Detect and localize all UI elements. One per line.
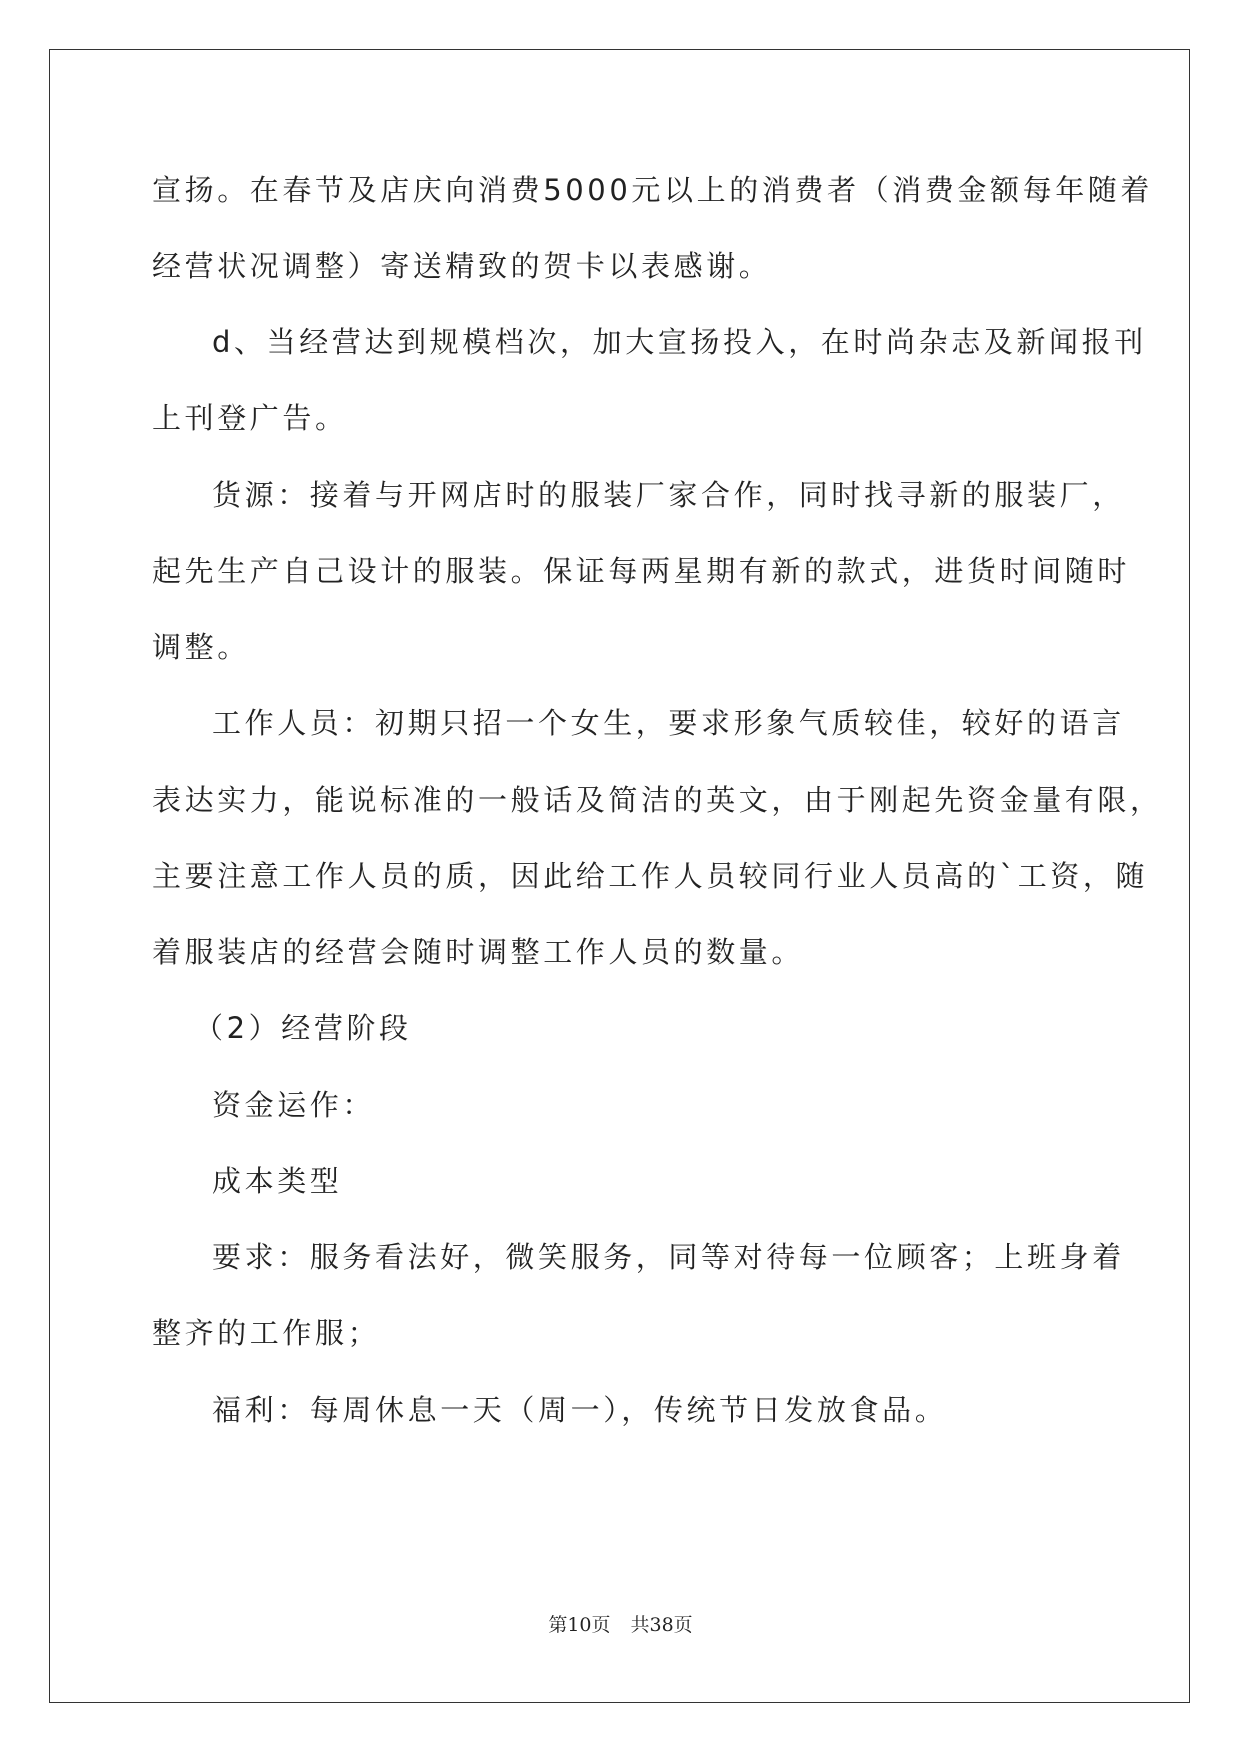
body-text-line: 宣扬。在春节及店庆向消费5000元以上的消费者（消费金额每年随着 xyxy=(152,173,1154,207)
body-text-line: 要求：服务看法好，微笑服务，同等对待每一位顾客；上班身着 xyxy=(212,1240,1125,1274)
page-footer xyxy=(0,1613,1241,1637)
body-text-line: 福利：每周休息一天（周一），传统节日发放食品。 xyxy=(212,1393,948,1427)
body-text-line: 上刊登广告。 xyxy=(152,401,348,435)
body-text-line: 工作人员：初期只招一个女生，要求形象气质较佳，较好的语言 xyxy=(212,706,1125,740)
body-text-line: 主要注意工作人员的质，因此给工作人员较同行业人员高的`工资，随 xyxy=(152,859,1149,893)
body-text-line: 起先生产自己设计的服装。保证每两星期有新的款式，进货时间随时 xyxy=(152,554,1131,588)
body-text-line: 成本类型 xyxy=(212,1164,343,1198)
body-text-line: 表达实力，能说标准的一般话及简洁的英文，由于刚起先资金量有限， xyxy=(152,783,1163,817)
body-text-line: 资金运作： xyxy=(212,1088,376,1122)
body-text-line: 经营状况调整）寄送精致的贺卡以表感谢。 xyxy=(152,249,772,283)
page-number: 第10页 xyxy=(548,1614,611,1636)
body-text-line: 货源：接着与开网店时的服装厂家合作，同时找寻新的服装厂， xyxy=(212,478,1125,512)
body-text-line: 调整。 xyxy=(152,630,250,664)
total-pages: 共38页 xyxy=(630,1614,693,1636)
body-text-line: 着服装店的经营会随时调整工作人员的数量。 xyxy=(152,935,805,969)
body-text-line: 整齐的工作服； xyxy=(152,1316,381,1350)
body-text-line: d、当经营达到规模档次，加大宣扬投入，在时尚杂志及新闻报刊 xyxy=(212,325,1147,359)
section-heading: （2）经营阶段 xyxy=(194,1011,412,1045)
